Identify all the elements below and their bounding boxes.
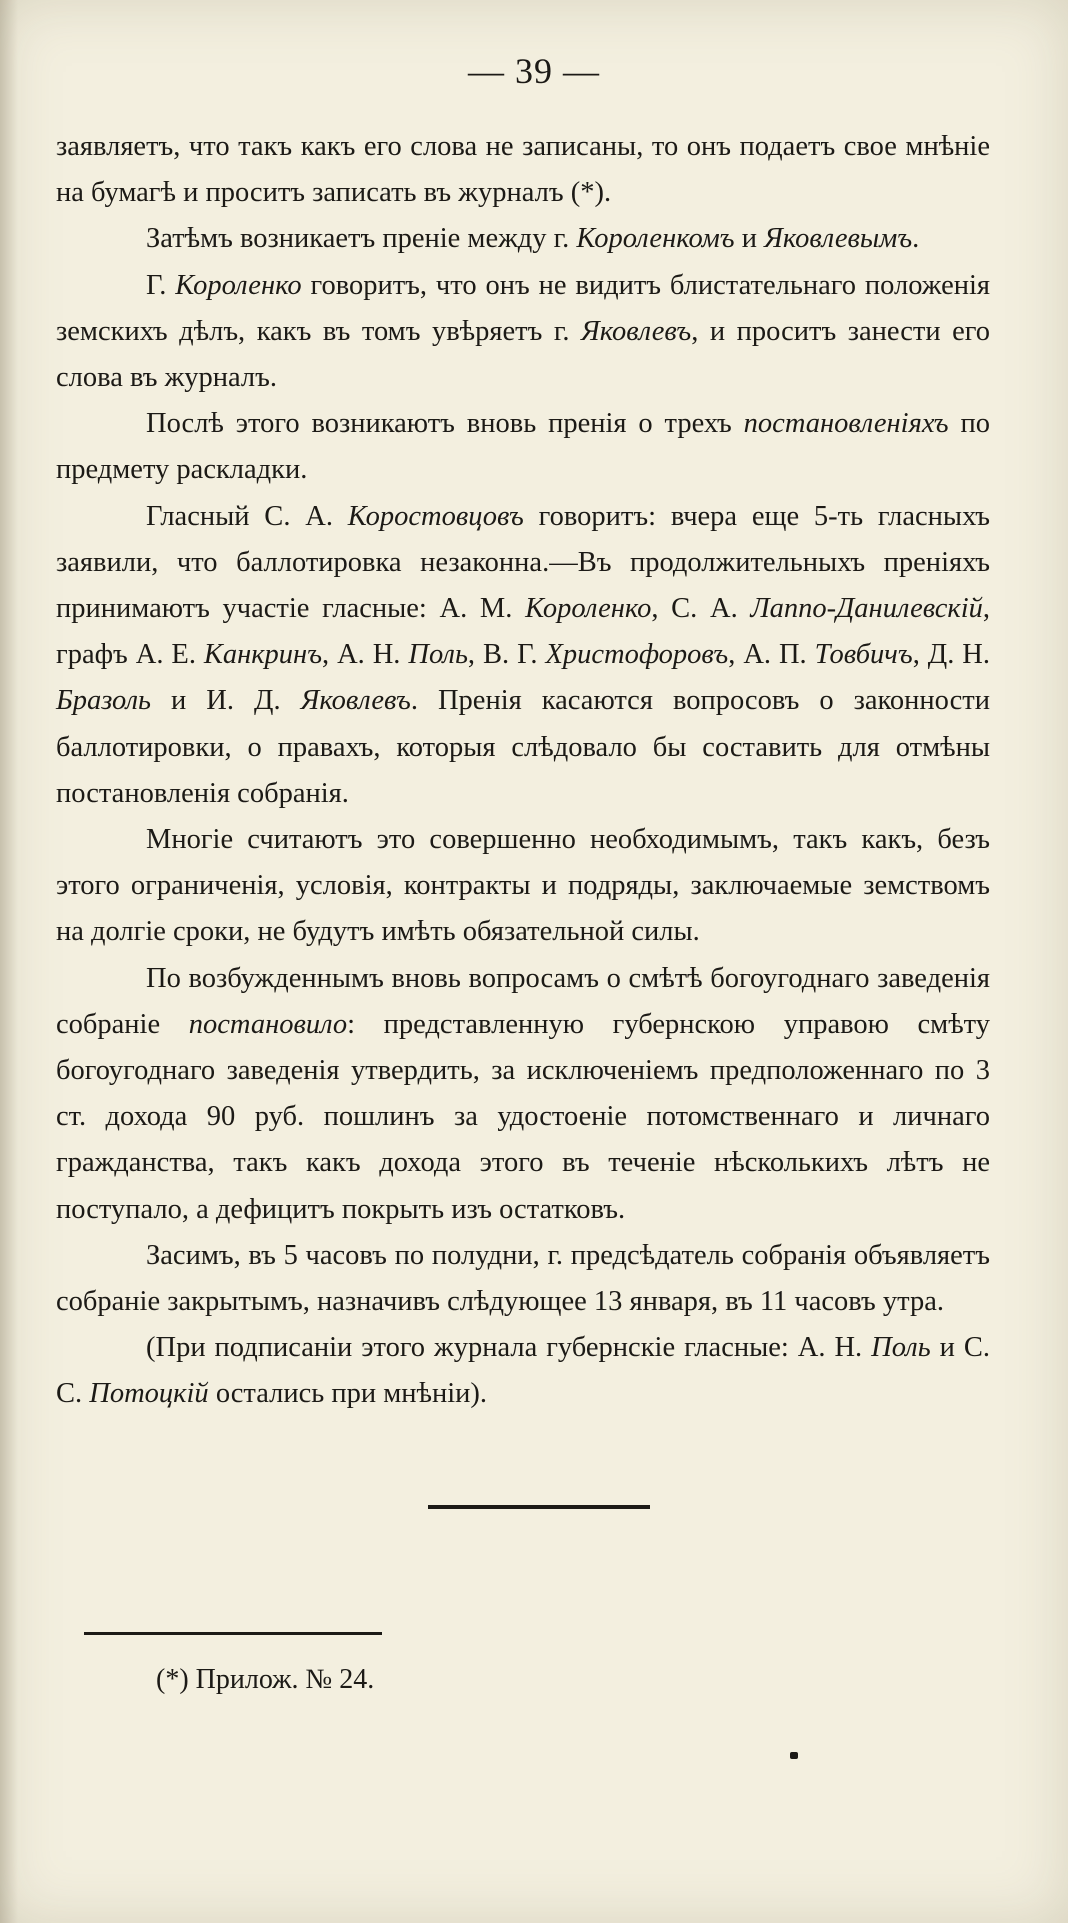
- paragraph: [56, 1325, 990, 1417]
- text-run: Гласный С. А.: [146, 500, 348, 532]
- paragraph: [56, 401, 990, 493]
- section-divider: [428, 1505, 650, 1509]
- italic-name: постановило: [188, 1008, 348, 1040]
- text-run: , графъ А. Е.: [56, 593, 990, 671]
- text-run: по предмету раскладки.: [56, 408, 990, 486]
- paragraph: [56, 263, 990, 402]
- italic-name: Христофоровъ: [545, 639, 729, 671]
- footnote: (*) Прилож. № 24.: [156, 1664, 375, 1695]
- text-run: говоритъ: вчера еще 5-ть гласныхъ заявили, что баллотировка незаконна.—Въ продолжительныхъ преніяхъ принимаютъ участіе гласные: А. М.: [56, 500, 990, 625]
- text-run: , Д. Н.: [912, 639, 990, 671]
- text-run: (При подписаніи этого журнала губернскіе гласные: А. Н.: [146, 1332, 872, 1364]
- text-run: По возбужденнымъ вновь вопросамъ о смѣтѣ богоугоднаго заведенія собраніе: [56, 962, 990, 1040]
- text-run: и И. Д.: [151, 685, 301, 717]
- italic-name: Короленкомъ: [576, 223, 735, 255]
- italic-name: Канкринъ: [203, 639, 322, 671]
- print-speck: [790, 1752, 798, 1759]
- text-run: , А. Н.: [321, 639, 409, 671]
- italic-name: Поль: [408, 639, 468, 671]
- italic-name: Короленко: [525, 593, 652, 625]
- paragraph: [56, 1233, 990, 1325]
- paragraph: [56, 216, 990, 262]
- italic-name: Коростовцовъ: [347, 500, 524, 532]
- text-run: и: [734, 223, 765, 255]
- body-text: [56, 124, 990, 1418]
- page-number: — 39 —: [468, 51, 600, 91]
- text-run: Г.: [146, 269, 176, 301]
- text-run: , и проситъ занести его слова въ журналъ.: [56, 315, 990, 394]
- text-run: : представленную губернскою управою смѣту богоугоднаго заведенія утвердить, за исключеніемъ предположеннаго по 3 ст. дохода 90 руб. пошлинъ за удостоеніе потомственнаго и личнаго гражданства, такъ какъ дохода этого въ теченіе нѣсколькихъ лѣтъ не поступало, а дефицитъ покрыть изъ остатковъ.: [56, 1008, 991, 1225]
- italic-name: Товбичъ: [814, 639, 913, 671]
- paragraph: [56, 956, 990, 1233]
- text-run: говоритъ, что онъ не видитъ блистательнаго положенія земскихъ дѣлъ, какъ въ томъ увѣряетъ г.: [56, 269, 990, 347]
- italic-name: Бразоль: [56, 685, 151, 717]
- text-run: . Пренія касаются вопросовъ о законности баллотировки, о правахъ, которыя слѣдовало бы составить для отмѣны постановленія собранія.: [56, 685, 990, 809]
- text-run: заявляетъ, что такъ какъ его слова не записаны, то онъ подаетъ свое мнѣніе на бумагѣ и проситъ записать въ журналъ (*).: [56, 131, 990, 209]
- italic-name: постановленіяхъ: [743, 408, 949, 440]
- text-run: Послѣ этого возникаютъ вновь пренія о трехъ: [146, 408, 744, 440]
- text-run: Затѣмъ возникаетъ преніе между г.: [146, 223, 577, 255]
- italic-name: Лаппо-Данилевскій: [750, 593, 983, 625]
- paragraph: [56, 124, 990, 216]
- text-run: Засимъ, въ 5 часовъ по полудни, г. предсѣдатель собранія объявляетъ собраніе закрытымъ, назначивъ слѣдующее 13 января, въ 11 часовъ утра.: [56, 1239, 990, 1318]
- italic-name: Яковлевъ: [581, 315, 692, 347]
- italic-name: Короленко: [175, 269, 302, 301]
- italic-name: Поль: [871, 1332, 931, 1364]
- italic-name: Яковлевымъ: [764, 223, 913, 255]
- footnote-rule: [84, 1632, 382, 1635]
- italic-name: Яковлевъ: [300, 685, 411, 717]
- text-run: и С. С.: [56, 1332, 990, 1410]
- text-run: , С. А.: [651, 593, 751, 625]
- paragraph: [56, 817, 990, 956]
- text-run: остались при мнѣніи).: [208, 1378, 488, 1410]
- text-run: , А. П.: [728, 639, 815, 671]
- text-run: .: [912, 223, 920, 255]
- italic-name: Потоцкій: [89, 1378, 209, 1410]
- binding-shadow: [0, 0, 18, 1923]
- text-run: Многіе считаютъ это совершенно необходимымъ, такъ какъ, безъ этого ограниченія, условія, контракты и подряды, заключаемые земствомъ на долгіе сроки, не будутъ имѣть обязательной силы.: [56, 824, 990, 948]
- paragraph: [56, 494, 990, 817]
- text-run: , В. Г.: [467, 639, 546, 671]
